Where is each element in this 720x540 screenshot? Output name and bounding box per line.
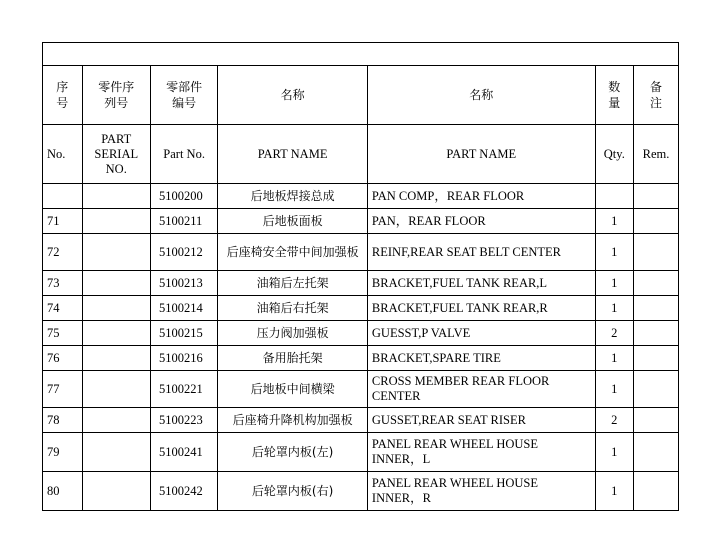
row-name-cn-cell: 备用胎托架 [218, 346, 368, 371]
header-part-no-cn: 零部件 编号 [150, 66, 217, 125]
parts-table [42, 42, 679, 511]
row-part-no-cell: 5100221 [150, 371, 217, 408]
row-qty-cell: 1 [595, 271, 633, 296]
header-name-cn-en: PART NAME [218, 125, 368, 184]
row-serial-cell [82, 371, 150, 408]
row-no-cell: 72 [43, 234, 83, 271]
row-rem-cell [634, 271, 679, 296]
table-row [43, 433, 679, 472]
header-rem-en: Rem. [634, 125, 679, 184]
row-rem-cell [634, 346, 679, 371]
row-name-cn-cell: 压力阀加强板 [218, 321, 368, 346]
row-part-no-cell: 5100223 [150, 408, 217, 433]
table-row [43, 271, 679, 296]
header-rem-cn: 备 注 [634, 66, 679, 125]
row-name-en-cell: BRACKET,FUEL TANK REAR,R [367, 296, 595, 321]
row-part-no-cell: 5100214 [150, 296, 217, 321]
header-row-cn [43, 66, 679, 125]
row-name-en-cell: PANEL REAR WHEEL HOUSE INNER，L [367, 433, 595, 472]
row-qty-cell: 1 [595, 296, 633, 321]
header-name-en-en: PART NAME [367, 125, 595, 184]
table-row [43, 184, 679, 209]
row-no-cell: 75 [43, 321, 83, 346]
row-serial-cell [82, 433, 150, 472]
row-qty-cell: 1 [595, 433, 633, 472]
row-name-en-cell: BRACKET,SPARE TIRE [367, 346, 595, 371]
row-rem-cell [634, 433, 679, 472]
row-rem-cell [634, 321, 679, 346]
row-name-cn-cell: 后地板中间横梁 [218, 371, 368, 408]
row-no-cell: 74 [43, 296, 83, 321]
row-part-no-cell: 5100215 [150, 321, 217, 346]
row-name-en-cell: REINF,REAR SEAT BELT CENTER [367, 234, 595, 271]
table-row [43, 371, 679, 408]
row-name-en-cell: PAN COMP，REAR FLOOR [367, 184, 595, 209]
row-rem-cell [634, 408, 679, 433]
row-rem-cell [634, 371, 679, 408]
row-qty-cell: 1 [595, 472, 633, 511]
row-serial-cell [82, 296, 150, 321]
row-serial-cell [82, 346, 150, 371]
row-name-cn-cell: 油箱后右托架 [218, 296, 368, 321]
table-row [43, 321, 679, 346]
row-name-en-cell: CROSS MEMBER REAR FLOOR CENTER [367, 371, 595, 408]
row-part-no-cell: 5100212 [150, 234, 217, 271]
row-name-cn-cell: 油箱后左托架 [218, 271, 368, 296]
row-name-en-cell: PANEL REAR WHEEL HOUSE INNER，R [367, 472, 595, 511]
row-name-en-cell: GUESST,P VALVE [367, 321, 595, 346]
row-serial-cell [82, 209, 150, 234]
row-part-no-cell: 5100241 [150, 433, 217, 472]
row-qty-cell: 1 [595, 346, 633, 371]
table-row [43, 234, 679, 271]
row-part-no-cell: 5100213 [150, 271, 217, 296]
row-no-cell: 73 [43, 271, 83, 296]
row-no-cell: 76 [43, 346, 83, 371]
row-rem-cell [634, 296, 679, 321]
row-name-cn-cell: 后轮罩内板(右) [218, 472, 368, 511]
row-name-cn-cell: 后座椅升降机构加强板 [218, 408, 368, 433]
row-part-no-cell: 5100200 [150, 184, 217, 209]
row-qty-cell: 2 [595, 321, 633, 346]
header-qty-en: Qty. [595, 125, 633, 184]
row-no-cell: 79 [43, 433, 83, 472]
header-seq-en: No. [43, 125, 83, 184]
table-title-row [43, 43, 679, 66]
row-name-cn-cell: 后地板面板 [218, 209, 368, 234]
row-qty-cell: 2 [595, 408, 633, 433]
row-serial-cell [82, 472, 150, 511]
row-name-en-cell: PAN，REAR FLOOR [367, 209, 595, 234]
row-qty-cell [595, 184, 633, 209]
row-rem-cell [634, 472, 679, 511]
row-name-cn-cell: 后轮罩内板(左) [218, 433, 368, 472]
row-serial-cell [82, 321, 150, 346]
row-serial-cell [82, 408, 150, 433]
row-part-no-cell: 5100211 [150, 209, 217, 234]
row-qty-cell: 1 [595, 371, 633, 408]
header-serial-en: PART SERIAL NO. [82, 125, 150, 184]
header-seq-cn: 序 号 [43, 66, 83, 125]
table-row [43, 296, 679, 321]
row-part-no-cell: 5100242 [150, 472, 217, 511]
table-row [43, 472, 679, 511]
header-name-en-cn: 名称 [367, 66, 595, 125]
row-serial-cell [82, 271, 150, 296]
header-row-en [43, 125, 679, 184]
row-qty-cell: 1 [595, 209, 633, 234]
row-name-cn-cell: 后地板焊接总成 [218, 184, 368, 209]
row-no-cell: 78 [43, 408, 83, 433]
row-rem-cell [634, 234, 679, 271]
row-rem-cell [634, 184, 679, 209]
table-row [43, 346, 679, 371]
row-no-cell: 80 [43, 472, 83, 511]
title-cell [43, 43, 679, 66]
header-qty-cn: 数 量 [595, 66, 633, 125]
row-no-cell: 77 [43, 371, 83, 408]
row-serial-cell [82, 234, 150, 271]
row-no-cell [43, 184, 83, 209]
row-name-en-cell: BRACKET,FUEL TANK REAR,L [367, 271, 595, 296]
row-serial-cell [82, 184, 150, 209]
row-part-no-cell: 5100216 [150, 346, 217, 371]
row-name-cn-cell: 后座椅安全带中间加强板 [218, 234, 368, 271]
row-rem-cell [634, 209, 679, 234]
row-no-cell: 71 [43, 209, 83, 234]
table-row [43, 209, 679, 234]
header-serial-cn: 零件序 列号 [82, 66, 150, 125]
header-part-no-en: Part No. [150, 125, 217, 184]
header-name-cn: 名称 [218, 66, 368, 125]
row-qty-cell: 1 [595, 234, 633, 271]
row-name-en-cell: GUSSET,REAR SEAT RISER [367, 408, 595, 433]
table-row [43, 408, 679, 433]
